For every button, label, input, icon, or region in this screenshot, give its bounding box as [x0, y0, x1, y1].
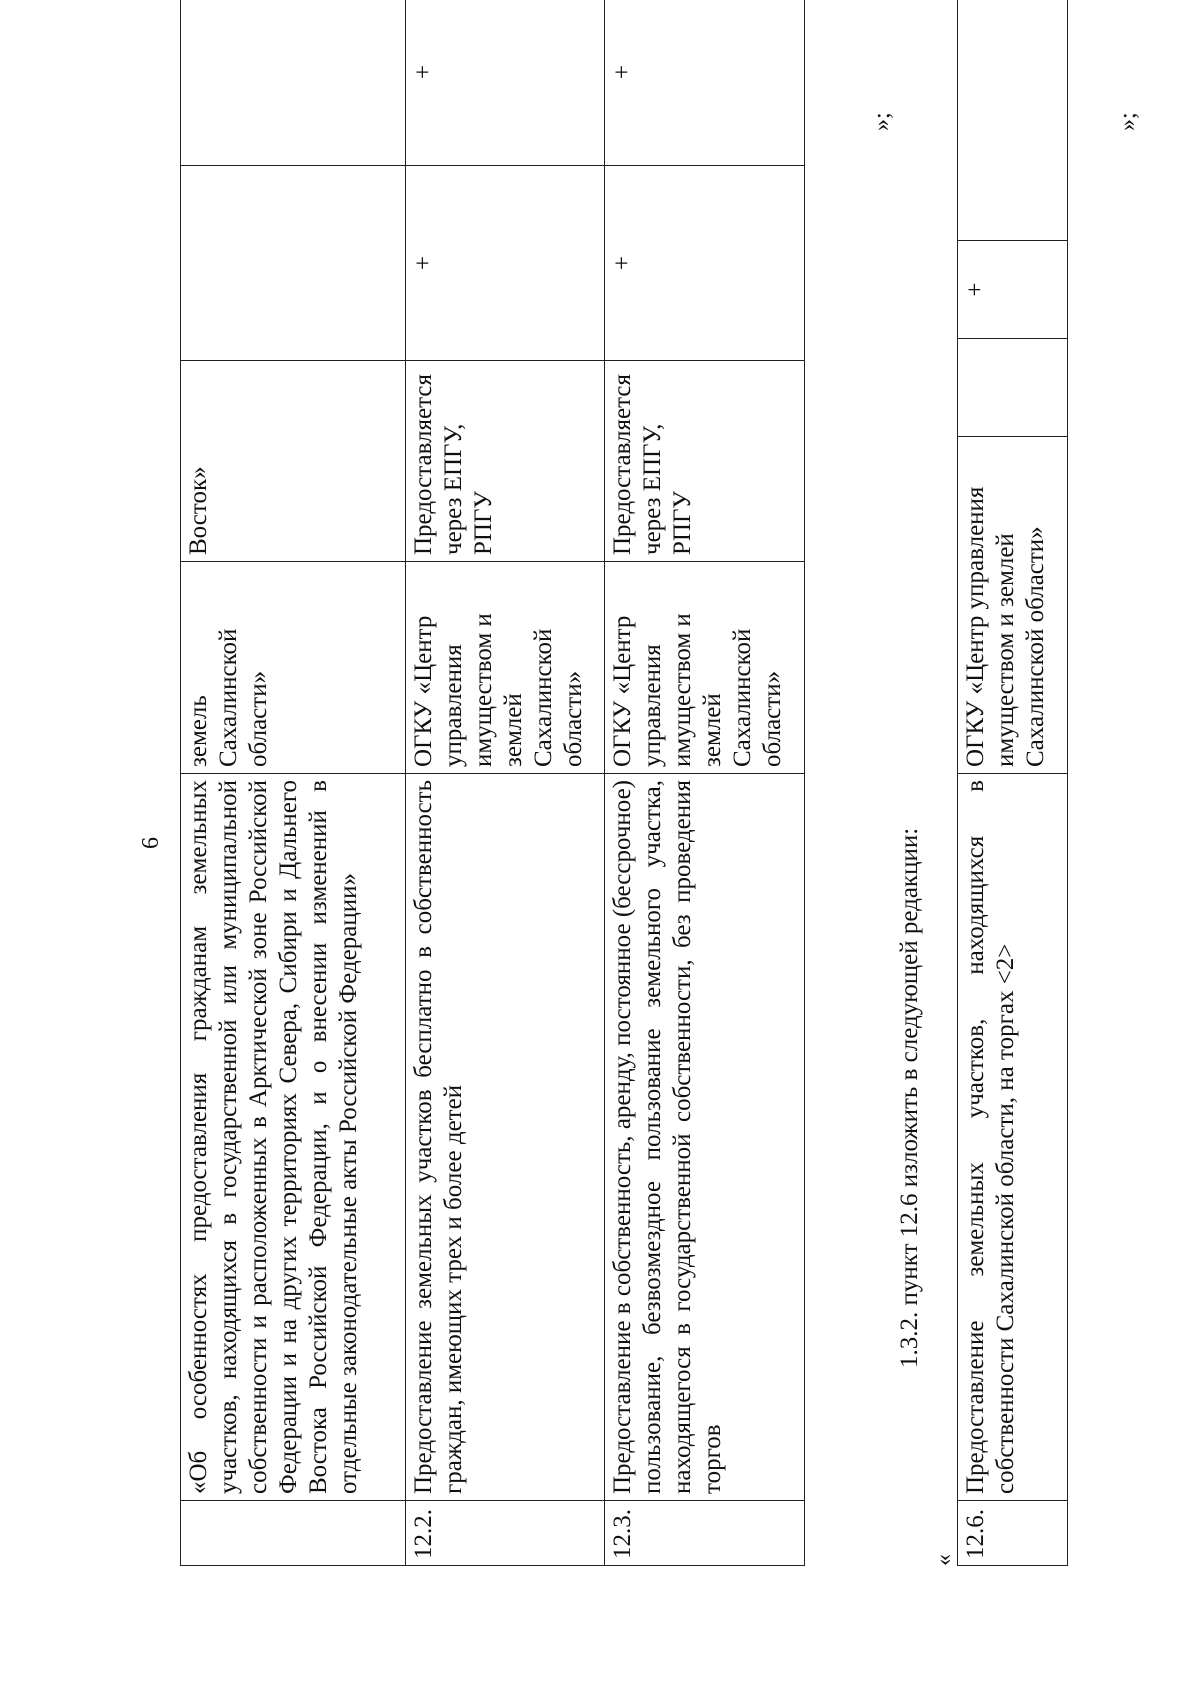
- mark-column-a: +: [605, 166, 805, 361]
- service-channel: [958, 339, 1068, 437]
- table-row: [181, 0, 406, 1566]
- service-channel: Предоставляется через ЕПГУ, РПГУ: [406, 361, 605, 562]
- page-number: 6: [138, 837, 164, 849]
- mark-column-a: [181, 166, 406, 361]
- row-number: 12.6.: [958, 1501, 1068, 1566]
- table-row: [958, 0, 1068, 1566]
- service-name: Предоставление в собственность, аренду, постоянное (бессрочное) пользование, безвозмездное пользование земельного участка, находящегося в государственной собственности, без проведения торгов: [605, 774, 805, 1501]
- mark-column-b: [958, 0, 1068, 241]
- closing-quote: »;: [869, 112, 895, 131]
- closing-quote: »;: [1115, 112, 1141, 131]
- service-name: «Об особенностях предоставления гражданам земельных участков, находящихся в государственной или муниципальной собственности и расположенных в Арктической зоне Российской Федерации и на других территориях Севера, Сибири и Дальнего Востока Российской Федерации, и о внесении изменений в отдельные законодательные акты Российской Федерации»: [181, 774, 406, 1501]
- services-table: [180, 0, 805, 1566]
- mark-column-b: [181, 0, 406, 166]
- service-provider: земель Сахалинской области»: [181, 562, 406, 774]
- mark-column-b: +: [406, 0, 605, 166]
- table-row: [605, 0, 805, 1566]
- service-provider: ОГКУ «Центр управления имуществом и землей Сахалинской области»: [605, 562, 805, 774]
- row-number: 12.2.: [406, 1501, 605, 1566]
- mark-column-a: +: [958, 241, 1068, 339]
- opening-quote: «: [931, 1554, 957, 1566]
- service-provider: ОГКУ «Центр управления имуществом и землей Сахалинской области»: [406, 562, 605, 774]
- row-number: [181, 1501, 406, 1566]
- service-name: Предоставление земельных участков, находящихся в собственности Сахалинской области, на торгах <2>: [958, 774, 1068, 1501]
- service-channel: Восток»: [181, 361, 406, 562]
- mark-column-b: +: [605, 0, 805, 166]
- table-row: [406, 0, 605, 1566]
- service-name: Предоставление земельных участков бесплатно в собственность граждан, имеющих трех и более детей: [406, 774, 605, 1501]
- mark-column-a: +: [406, 166, 605, 361]
- amended-row-table: [957, 0, 1068, 1566]
- service-channel: Предоставляется через ЕПГУ, РПГУ: [605, 361, 805, 562]
- service-provider: ОГКУ «Центр управления имуществом и землей Сахалинской области»: [958, 437, 1068, 774]
- row-number: 12.3.: [605, 1501, 805, 1566]
- amendment-text: 1.3.2. пункт 12.6 изложить в следующей редакции:: [896, 827, 923, 1368]
